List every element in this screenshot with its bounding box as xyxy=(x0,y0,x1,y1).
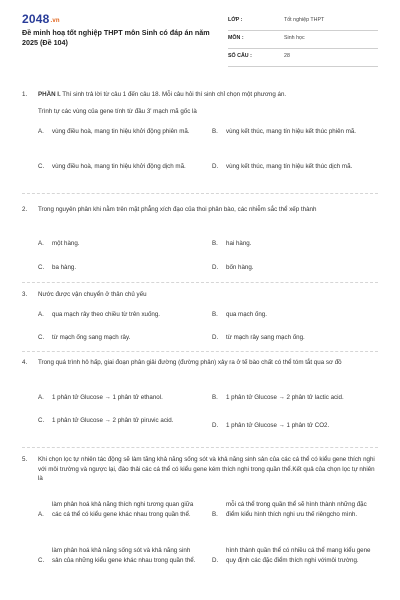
exam-meta-panel xyxy=(228,14,378,67)
option-text: vùng điều hoà, mang tin hiệu khởi động dịch mã. xyxy=(52,163,186,170)
meta-value: 28 xyxy=(284,53,290,59)
option-text: qua mạch rây theo chiều từ trên xuống. xyxy=(52,311,161,318)
question-number: 4. xyxy=(22,359,28,366)
question-divider xyxy=(22,351,378,352)
option-text: hình thành quần thể có nhiều cá thể mang kiểu gene quy định các đặc điểm thích nghi vớimôi trường. xyxy=(226,547,371,564)
question-number: 5. xyxy=(22,456,28,463)
option-text: vùng kết thúc, mang tín hiệu kết thúc dịch mã. xyxy=(226,163,353,170)
question-prompt: Trình tự các vùng của gene tính từ đầu 3' mạch mã gốc là xyxy=(38,108,197,115)
option-text: qua mạch ống. xyxy=(226,311,267,318)
option-letter: D. xyxy=(212,422,219,429)
option-text: một hàng. xyxy=(52,240,80,247)
option-letter: A. xyxy=(38,240,44,247)
site-logo[interactable] xyxy=(22,12,60,26)
option-text: 1 phân tử Glucose → 1 phân tử ethanol. xyxy=(52,394,163,401)
meta-row-class xyxy=(228,14,378,31)
meta-key: SỐ CÂU : xyxy=(228,53,252,59)
option-text: làm phân hoá khả năng thích nghi tương quan giữa các cá thể có kiểu gene khác nhau trong quần thể. xyxy=(52,501,194,518)
option-text: hai hàng. xyxy=(226,240,252,247)
option-letter: C. xyxy=(38,557,45,564)
question-stem: Khi chọn lọc tự nhiên tác động sẽ làm tăng khả năng sống sót và khả năng sinh sản của các cá thể có kiểu gene thích nghi với môi trường và ngược lại, đào thải các cá thể có kiểu gene kém thích nghi trong quần thể.Kết quả của chọn lọc tự nhiên là xyxy=(38,456,375,482)
meta-row-subject xyxy=(228,32,378,49)
meta-key: LỚP : xyxy=(228,17,243,23)
option-text: 1 phân tử Glucose → 2 phân tử lactic acid. xyxy=(226,394,344,401)
option-text: từ mạch rây sang mạch ống. xyxy=(226,334,305,341)
section-label: PHẦN I. xyxy=(38,91,61,98)
option-letter: D. xyxy=(212,163,219,170)
question-stem: Trong nguyên phân khi nằm trên mặt phẳng xích đạo của thoi phân bào, các nhiễm sắc thể xếp thành xyxy=(38,206,317,213)
meta-key: MÔN : xyxy=(228,35,244,41)
meta-value: Tốt nghiệp THPT xyxy=(284,17,325,23)
option-letter: A. xyxy=(38,128,44,135)
question-stem xyxy=(38,90,378,100)
option-letter: B. xyxy=(212,394,218,401)
option-letter: B. xyxy=(212,128,218,135)
option-letter: A. xyxy=(38,394,44,401)
logo-main: 2048 xyxy=(22,12,50,26)
option-text: mỗi cá thể trong quần thể sẽ hình thành những đặc điểm kiểu hình thích nghi ưu thế riêngcho mình. xyxy=(226,501,367,518)
question-divider xyxy=(22,193,378,194)
option-text: 1 phân tử Glucose → 2 phân tử piruvic acid. xyxy=(52,417,174,424)
option-letter: B. xyxy=(212,511,218,518)
logo-suffix: .vn xyxy=(50,18,60,24)
page-title: Đề minh hoạ tốt nghiệp THPT môn Sinh có đáp án năm 2025 (Đề 104) xyxy=(22,28,210,47)
section-instruction: Thí sinh trả lời từ câu 1 đến câu 18. Mỗi câu hỏi thí sinh chỉ chọn một phương án. xyxy=(60,91,287,98)
meta-value: Sinh học xyxy=(284,35,305,41)
option-letter: C. xyxy=(38,334,45,341)
option-text: vùng kết thúc, mang tín hiệu kết thúc phiên mã. xyxy=(226,128,357,135)
question-stem: Nước được vận chuyển ở thân chủ yếu xyxy=(38,291,147,298)
option-text: làm phân hoá khả năng sống sót và khả năng sinh sản của những kiểu gene khác nhau trong quần thể. xyxy=(52,547,196,564)
option-letter: A. xyxy=(38,311,44,318)
option-text: từ mạch ống sang mạch rây. xyxy=(52,334,131,341)
meta-row-count xyxy=(228,50,378,67)
option-text: ba hàng. xyxy=(52,264,77,271)
question-number: 2. xyxy=(22,206,28,213)
option-letter: D. xyxy=(212,264,219,271)
option-letter: D. xyxy=(212,557,219,564)
question-stem: Trong quá trình hô hấp, giai đoạn phân giải đường (đường phân) xảy ra ở tế bào chất có thể tóm tắt qua sơ đồ xyxy=(38,359,342,366)
question-number: 3. xyxy=(22,291,28,298)
option-letter: C. xyxy=(38,264,45,271)
question-number: 1. xyxy=(22,91,28,98)
option-letter: C. xyxy=(38,417,45,424)
question-divider xyxy=(22,447,378,448)
option-letter: B. xyxy=(212,240,218,247)
question-divider xyxy=(22,282,378,283)
option-letter: D. xyxy=(212,334,219,341)
page-header xyxy=(0,0,400,64)
option-letter: B. xyxy=(212,311,218,318)
option-letter: A. xyxy=(38,511,44,518)
option-text: vùng điều hoà, mang tin hiệu khởi động phiên mã. xyxy=(52,128,190,135)
option-text: bốn hàng. xyxy=(226,264,254,271)
option-text: 1 phân tử Glucose → 1 phân tử CO2. xyxy=(226,422,330,429)
option-letter: C. xyxy=(38,163,45,170)
